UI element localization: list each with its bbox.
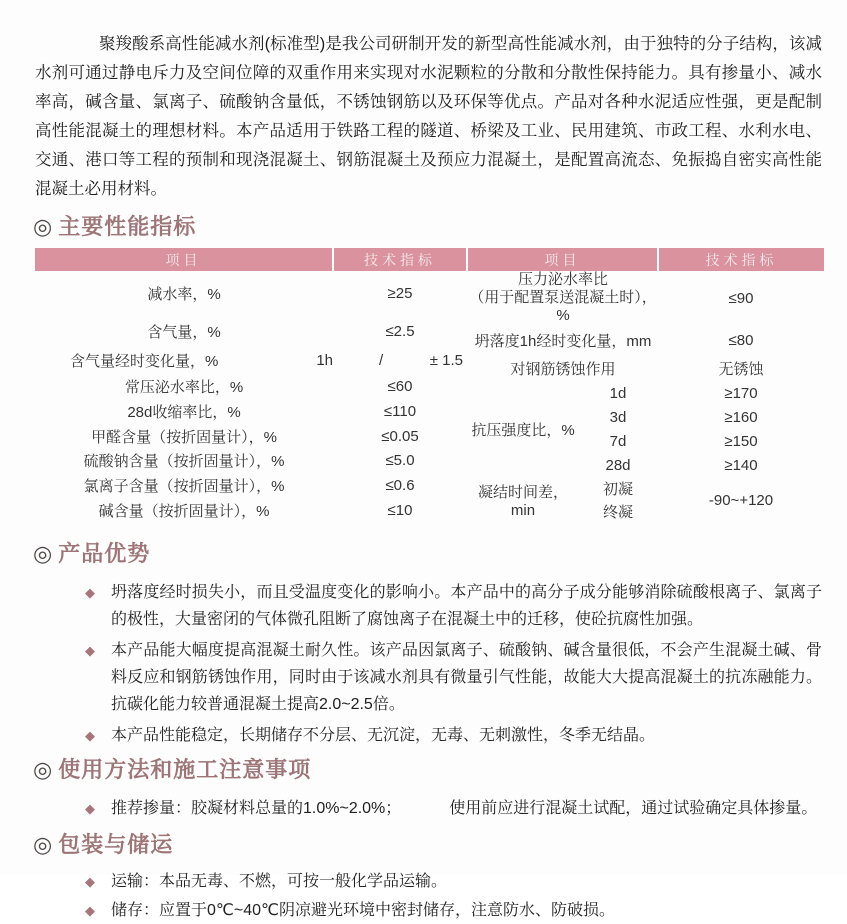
table-row [468, 325, 824, 355]
spec-value: ≤10 [387, 502, 413, 520]
item-label: 含气量，% [147, 324, 221, 342]
transport-text: 运输：本品无毒、不燃，可按一般化学品运输。 [111, 873, 448, 890]
performance-tables [35, 248, 823, 523]
spec-value: ≤110 [383, 402, 417, 420]
item-label: 含气量经时变化量，% [70, 353, 219, 371]
column-header-spec: 技术指标 [333, 248, 467, 271]
table-row [468, 271, 824, 325]
usage-note: 使用前应进行混凝土试配，通过试验确定具体掺量。 [449, 800, 818, 817]
section-heading-packaging [33, 832, 847, 858]
spec-value: ≤5.0 [385, 452, 415, 470]
diamond-bullet-icon: ◆ [85, 801, 95, 816]
usage-dosage: 推荐掺量：胶凝材料总量的1.0%~2.0%； [111, 800, 402, 817]
packaging-list [35, 868, 822, 924]
section-marker-icon: ◎ [33, 757, 54, 782]
spec-value: 无锈蚀 [718, 360, 764, 378]
spec-value: ≤0.6 [385, 477, 415, 495]
advantage-text: 坍落度经时损失小，而且受温度变化的影响小。本产品中的高分子成分能够消除硫酸根离子、氯离子的极性，大量密闭的气体微孔阻断了腐蚀离子在混凝土中的迁移，使砼抗腐性加强。 [111, 584, 822, 628]
section-marker-icon: ◎ [33, 541, 54, 566]
spec-slash: / [379, 352, 384, 370]
spec-value: ≤0.05 [381, 427, 419, 445]
list-item [35, 722, 822, 749]
list-item [35, 868, 822, 895]
age-label: 3d [609, 408, 627, 426]
spec-value: ≥140 [724, 456, 758, 474]
section-marker-icon: ◎ [33, 832, 54, 857]
diamond-bullet-icon: ◆ [85, 903, 95, 918]
table-row [468, 381, 824, 405]
spec-value: ≥170 [724, 384, 758, 402]
table-row [35, 473, 467, 498]
section-heading-performance [33, 214, 847, 240]
diamond-bullet-icon: ◆ [85, 643, 95, 658]
spec-value: ≤80 [728, 331, 754, 349]
section-title: 包装与储运 [58, 832, 174, 857]
age-label: 28d [605, 456, 631, 474]
table-row [35, 347, 467, 374]
item-label: 碱含量（按折固量计），% [98, 503, 270, 521]
table-row [35, 449, 467, 474]
spec-value: ≥25 [387, 285, 413, 303]
performance-table-right [468, 248, 824, 523]
spec-value: ≤60 [387, 378, 413, 396]
diamond-bullet-icon: ◆ [85, 585, 95, 600]
table-row [35, 498, 467, 523]
column-header-item: 项目 [35, 248, 333, 271]
item-label: 压力泌水率比 [517, 271, 608, 288]
item-label-line2: （用于配置泵送混凝土时），% [469, 289, 657, 324]
item-label: 减水率，% [147, 286, 221, 304]
item-label: 对钢筋锈蚀作用 [510, 360, 616, 378]
section-title: 主要性能指标 [58, 214, 197, 239]
list-item [35, 795, 822, 822]
performance-table-left [35, 248, 468, 523]
advantages-list [35, 579, 822, 749]
item-label: 硫酸钠含量（按折固量计），% [83, 453, 285, 471]
section-heading-usage [33, 757, 847, 783]
item-label: 坍落度1h经时变化量，mm [474, 332, 652, 350]
spec-value: ≥150 [724, 432, 758, 450]
item-label: 凝结时间差，min [477, 484, 568, 519]
item-label: 常压泌水率比，% [124, 379, 244, 397]
spec-value: -90~+120 [708, 491, 774, 509]
advantage-text: 本产品性能稳定，长期储存不分层、无沉淀，无毒、无刺激性，冬季无结晶。 [111, 727, 656, 744]
usage-list [35, 795, 822, 822]
usage-text [111, 795, 822, 822]
table-row [35, 374, 467, 399]
intro-paragraph: 聚羧酸系高性能减水剂(标准型)是我公司研制开发的新型高性能减水剂，由于独特的分子结构，该减水剂可通过静电斥力及空间位障的双重作用来实现对水泥颗粒的分散和分散性保持能力。具有掺量小、减水率高，碱含量、氯离子、硫酸钠含量低，不锈蚀钢筋以及环保等优点。产品对各种水泥适应性强，更是配制高性能混凝土的理想材料。本产品适用于铁路工程的隧道、桥梁及工业、民用建筑、市政工程、水利水电、交通、港口等工程的预制和现浇混凝土、钢筋混凝土及预应力混凝土，是配置高流态、免振捣自密实高性能混凝土必用材料。 [35, 35, 822, 198]
item-sublabel: 1h [316, 352, 333, 370]
table-row [35, 271, 467, 316]
list-item [35, 579, 822, 633]
item-label: 甲醛含量（按折固量计），% [91, 428, 277, 446]
spec-value: ≤90 [728, 289, 754, 307]
section-marker-icon: ◎ [33, 214, 54, 239]
section-heading-advantages [33, 541, 847, 567]
table-row [35, 424, 467, 449]
age-label: 1d [609, 384, 627, 402]
spec-value: ≥160 [724, 408, 758, 426]
setting-initial-label: 初凝 [602, 481, 633, 498]
diamond-bullet-icon: ◆ [85, 874, 95, 889]
item-label: 氯离子含量（按折固量计），% [83, 478, 285, 496]
table-row [35, 399, 467, 424]
table-header-row [468, 248, 824, 271]
table-row [468, 355, 824, 381]
diamond-bullet-icon: ◆ [85, 728, 95, 743]
table-header-row [35, 248, 467, 271]
item-label: 抗压强度比，% [471, 421, 575, 439]
advantage-text: 本产品能大幅度提高混凝土耐久性。该产品因氯离子、硫酸钠、碱含量很低，不会产生混凝土碱、骨料反应和钢筋锈蚀作用，同时由于该减水剂具有微量引气性能，故能大大提高混凝土的抗冻融能力。抗碳化能力较普通混凝土提高2.0~2.5倍。 [111, 642, 822, 713]
spec-value: ≤2.5 [385, 323, 415, 341]
table-row [35, 316, 467, 347]
column-header-spec: 技术指标 [658, 248, 824, 271]
section-title: 产品优势 [58, 541, 151, 566]
table-row [468, 477, 824, 500]
section-title: 使用方法和施工注意事项 [58, 757, 312, 782]
setting-final-label: 终凝 [602, 504, 633, 521]
item-label: 28d收缩率比，% [127, 403, 241, 421]
list-item [35, 637, 822, 718]
age-label: 7d [609, 432, 627, 450]
spec-value: ± 1.5 [429, 352, 463, 370]
list-item [35, 897, 822, 924]
storage-text: 储存：应置于0℃~40℃阴凉避光环境中密封储存，注意防水、防破损。 [111, 902, 615, 919]
column-header-item: 项目 [468, 248, 658, 271]
